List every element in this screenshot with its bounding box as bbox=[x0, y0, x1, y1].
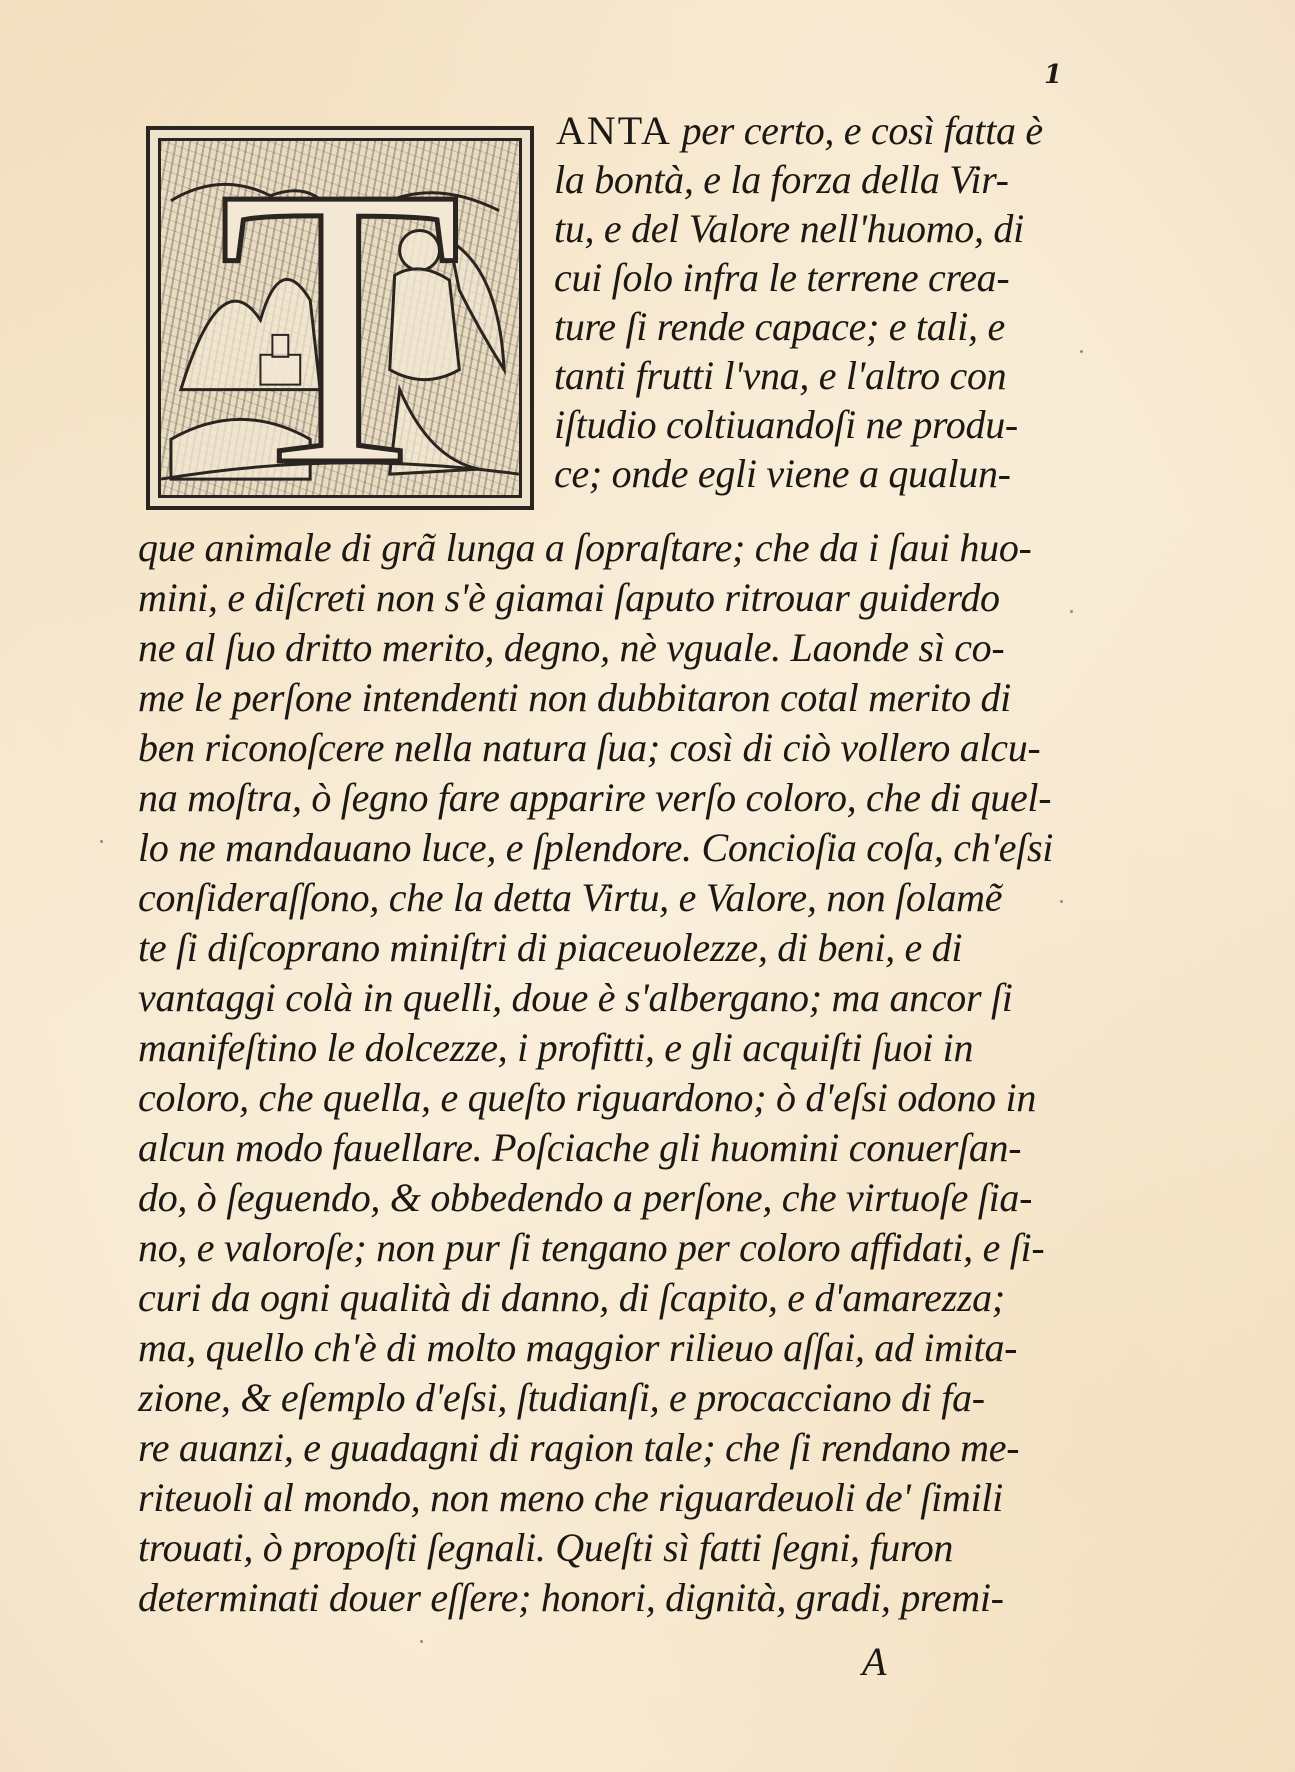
text-line: ne al ſuo dritto merito, degno, nè vguale. Laonde sì co- bbox=[138, 625, 1005, 670]
text-line: la bontà, e la forza della Vir- bbox=[554, 157, 1009, 202]
woodcut-illustration bbox=[158, 138, 522, 498]
text-line-opening bbox=[556, 106, 1043, 156]
text-line: vantaggi colà in quelli, doue è s'albergano; ma ancor ſi bbox=[138, 975, 1013, 1020]
text-line: mini, e diſcreti non s'è giamai ſaputo ritrouar guiderdo bbox=[138, 575, 1000, 620]
text-line: riteuoli al mondo, non meno che riguardeuoli de' ſimili bbox=[138, 1475, 1003, 1520]
text-line: que animale di grã lunga a ſopraſtare; che da i ſaui huo- bbox=[138, 525, 1032, 570]
text-line: ture ſi rende capace; e tali, e bbox=[554, 304, 1005, 349]
paper-speck bbox=[100, 840, 103, 843]
paper-speck bbox=[1080, 350, 1083, 353]
text-line: re auanzi, e guadagni di ragion tale; che ſi rendano me- bbox=[138, 1425, 1020, 1470]
text-line: ma, quello ch'è di molto maggior rilieuo aſſai, ad imita- bbox=[138, 1325, 1018, 1370]
woodcut-initial bbox=[146, 126, 534, 510]
text-line: ce; onde egli viene a qualun- bbox=[554, 451, 1011, 496]
text-line: na moſtra, ò ſegno fare apparire verſo coloro, che di quel- bbox=[138, 775, 1052, 820]
opening-smallcaps: ANTA bbox=[556, 108, 672, 153]
text-line: tu, e del Valore nell'huomo, di bbox=[554, 206, 1024, 251]
signature-mark: A bbox=[862, 1639, 887, 1684]
text-line: curi da ogni qualità di danno, di ſcapito, e d'amarezza; bbox=[138, 1275, 1005, 1320]
paper-speck bbox=[1070, 610, 1073, 613]
text-line: alcun modo fauellare. Poſciache gli huomini conuerſan- bbox=[138, 1125, 1022, 1170]
text-line: te ſi diſcoprano miniſtri di piaceuolezze, di beni, e di bbox=[138, 925, 963, 970]
paper-speck bbox=[420, 1640, 423, 1643]
text-line: manifeſtino le dolcezze, i profitti, e gli acquiſti ſuoi in bbox=[138, 1025, 974, 1070]
text-line: trouati, ò propoſti ſegnali. Queſti sì fatti ſegni, furon bbox=[138, 1525, 954, 1570]
text-line: no, e valoroſe; non pur ſi tengano per coloro affidati, e ſi- bbox=[138, 1225, 1045, 1270]
text-line: zione, & eſemplo d'eſsi, ſtudianſi, e procacciano di fa- bbox=[138, 1375, 985, 1420]
text-line: conſideraſſono, che la detta Virtu, e Valore, non ſolamẽ bbox=[138, 875, 1003, 920]
text-line: determinati douer eſſere; honori, dignità, gradi, premi- bbox=[138, 1575, 1004, 1620]
initial-letter: T bbox=[217, 138, 463, 498]
text-line: ben riconoſcere nella natura ſua; così di ciò vollero alcu- bbox=[138, 725, 1041, 770]
text-line: me le perſone intendenti non dubbitaron cotal merito di bbox=[138, 675, 1011, 720]
page-number: 1 bbox=[1044, 60, 1063, 90]
text-line: iſtudio coltiuandoſi ne produ- bbox=[554, 402, 1018, 447]
paper-speck bbox=[1060, 900, 1063, 903]
text-line: coloro, che quella, e queſto riguardono; ò d'eſsi odono in bbox=[138, 1075, 1037, 1120]
text-line: lo ne mandauano luce, e ſplendore. Concioſia coſa, ch'eſsi bbox=[138, 825, 1054, 870]
text-line: do, ò ſeguendo, & obbedendo a perſone, che virtuoſe ſia- bbox=[138, 1175, 1033, 1220]
text-line: tanti frutti l'vna, e l'altro con bbox=[554, 353, 1007, 398]
opening-rest: per certo, e così fatta è bbox=[671, 108, 1043, 153]
text-line: cui ſolo infra le terrene crea- bbox=[554, 255, 1010, 300]
